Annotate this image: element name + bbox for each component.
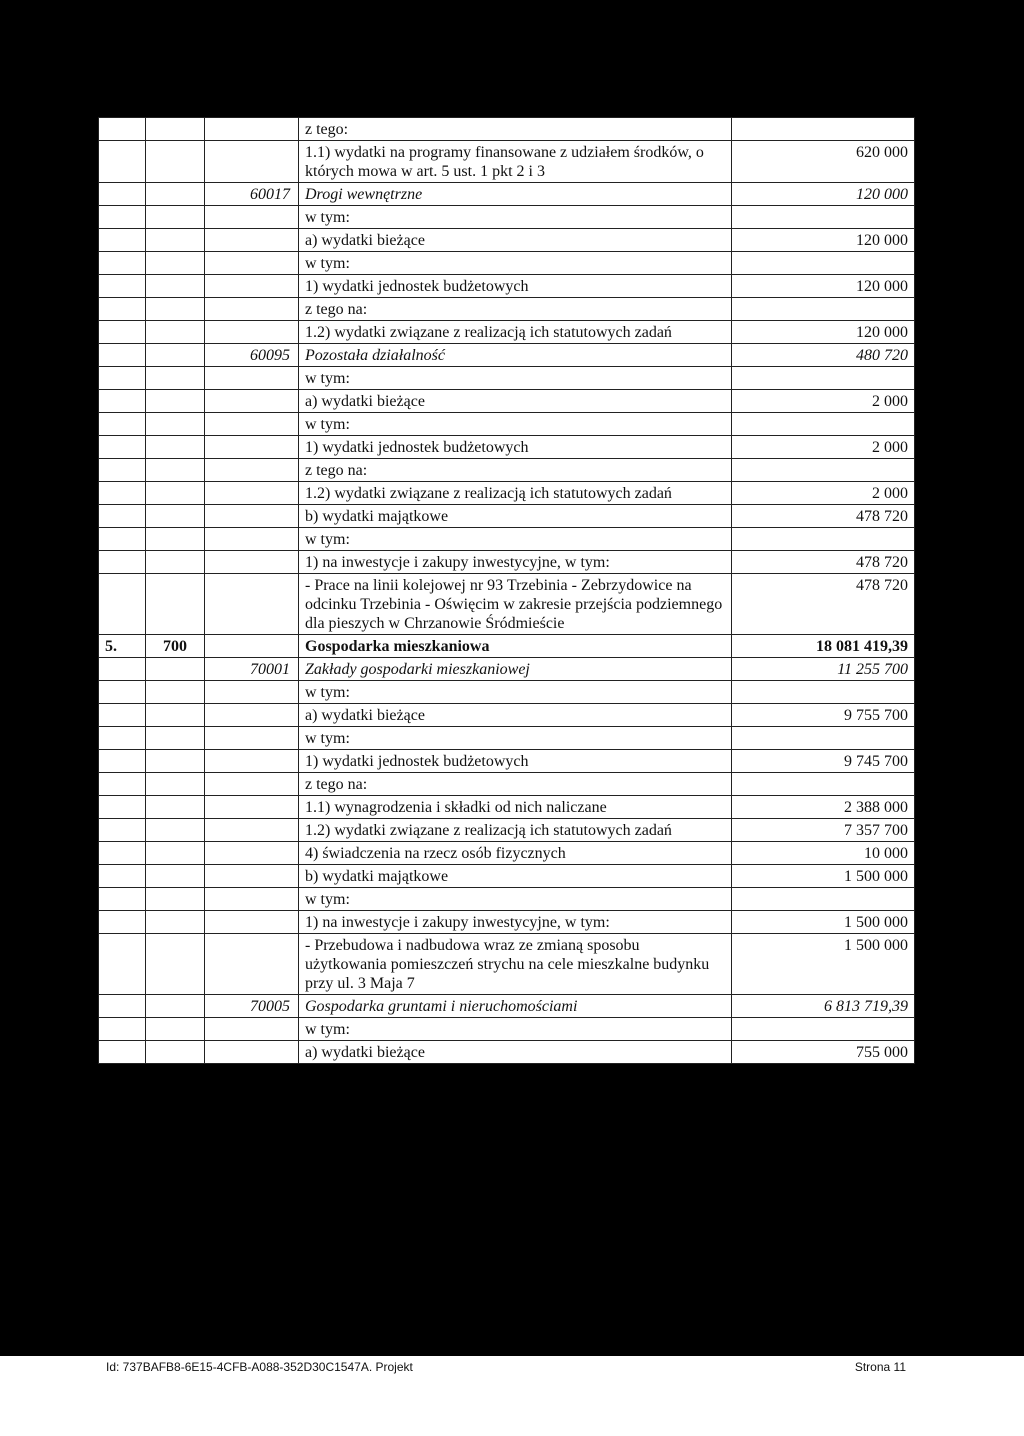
rozdzial-code: 60095	[205, 344, 299, 367]
row-amount	[732, 413, 915, 436]
page-footer	[0, 1356, 1024, 1436]
row-number	[99, 344, 146, 367]
row-description: b) wydatki majątkowe	[299, 865, 732, 888]
row-description: 1) na inwestycje i zakupy inwestycyjne, w tym:	[299, 551, 732, 574]
rozdzial-code	[205, 413, 299, 436]
rozdzial-code	[205, 252, 299, 275]
row-number	[99, 934, 146, 995]
row-number: 5.	[99, 635, 146, 658]
row-amount: 120 000	[732, 229, 915, 252]
rozdzial-code	[205, 141, 299, 183]
row-amount: 2 388 000	[732, 796, 915, 819]
dzial-code	[146, 865, 205, 888]
table-row	[99, 229, 915, 252]
dzial-code	[146, 995, 205, 1018]
dzial-code	[146, 658, 205, 681]
row-amount: 11 255 700	[732, 658, 915, 681]
dzial-code	[146, 436, 205, 459]
dzial-code	[146, 1018, 205, 1041]
table-row	[99, 275, 915, 298]
dzial-code	[146, 252, 205, 275]
rozdzial-code	[205, 750, 299, 773]
row-amount: 2 000	[732, 390, 915, 413]
rozdzial-code	[205, 229, 299, 252]
row-number	[99, 1041, 146, 1064]
row-description: 1.2) wydatki związane z realizacją ich statutowych zadań	[299, 482, 732, 505]
table-row	[99, 796, 915, 819]
row-number	[99, 796, 146, 819]
rozdzial-code: 70005	[205, 995, 299, 1018]
rozdzial-code	[205, 773, 299, 796]
dzial-code	[146, 796, 205, 819]
row-description: Gospodarka mieszkaniowa	[299, 635, 732, 658]
dzial-code	[146, 390, 205, 413]
dzial-code	[146, 298, 205, 321]
rozdzial-code	[205, 796, 299, 819]
table-row	[99, 865, 915, 888]
row-description: w tym:	[299, 367, 732, 390]
row-number	[99, 911, 146, 934]
rozdzial-code	[205, 1018, 299, 1041]
rozdzial-code	[205, 206, 299, 229]
row-amount	[732, 888, 915, 911]
rozdzial-code	[205, 574, 299, 635]
row-amount: 478 720	[732, 505, 915, 528]
row-amount: 10 000	[732, 842, 915, 865]
rozdzial-code	[205, 275, 299, 298]
row-description: a) wydatki bieżące	[299, 1041, 732, 1064]
dzial-code	[146, 704, 205, 727]
row-description: b) wydatki majątkowe	[299, 505, 732, 528]
row-description: z tego:	[299, 118, 732, 141]
row-description: 1) wydatki jednostek budżetowych	[299, 275, 732, 298]
row-description: w tym:	[299, 1018, 732, 1041]
table-row	[99, 681, 915, 704]
row-number	[99, 842, 146, 865]
row-description: 1.2) wydatki związane z realizacją ich statutowych zadań	[299, 819, 732, 842]
row-number	[99, 888, 146, 911]
table-row	[99, 298, 915, 321]
rozdzial-code	[205, 888, 299, 911]
row-number	[99, 528, 146, 551]
dzial-code	[146, 344, 205, 367]
dzial-code	[146, 206, 205, 229]
row-number	[99, 206, 146, 229]
table-row	[99, 635, 915, 658]
row-description: a) wydatki bieżące	[299, 704, 732, 727]
dzial-code: 700	[146, 635, 205, 658]
dzial-code	[146, 773, 205, 796]
rozdzial-code	[205, 551, 299, 574]
row-amount: 120 000	[732, 275, 915, 298]
table-row	[99, 842, 915, 865]
row-number	[99, 413, 146, 436]
rozdzial-code	[205, 390, 299, 413]
table-row	[99, 934, 915, 995]
row-amount: 1 500 000	[732, 934, 915, 995]
rozdzial-code	[205, 865, 299, 888]
rozdzial-code	[205, 459, 299, 482]
table-row	[99, 704, 915, 727]
page-number: Strona 11	[854, 1360, 906, 1374]
row-description: - Prace na linii kolejowej nr 93 Trzebinia - Zebrzydowice na odcinku Trzebinia - Oświęcim w zakresie przejścia podziemnego dla pieszych w Chrzanowie Śródmieście	[299, 574, 732, 635]
budget-table	[98, 117, 915, 1064]
row-amount: 478 720	[732, 551, 915, 574]
rozdzial-code	[205, 118, 299, 141]
row-amount	[732, 252, 915, 275]
row-amount	[732, 681, 915, 704]
rozdzial-code	[205, 727, 299, 750]
row-description: 1) wydatki jednostek budżetowych	[299, 750, 732, 773]
row-number	[99, 459, 146, 482]
row-number	[99, 658, 146, 681]
rozdzial-code: 60017	[205, 183, 299, 206]
document-id: Id: 737BAFB8-6E15-4CFB-A088-352D30C1547A. Projekt	[106, 1360, 413, 1374]
rozdzial-code	[205, 819, 299, 842]
row-description: w tym:	[299, 888, 732, 911]
row-number	[99, 367, 146, 390]
row-number	[99, 252, 146, 275]
dzial-code	[146, 750, 205, 773]
row-amount	[732, 528, 915, 551]
dzial-code	[146, 842, 205, 865]
row-description: w tym:	[299, 252, 732, 275]
row-number	[99, 681, 146, 704]
row-number	[99, 773, 146, 796]
row-description: 4) świadczenia na rzecz osób fizycznych	[299, 842, 732, 865]
dzial-code	[146, 229, 205, 252]
table-row	[99, 141, 915, 183]
row-description: a) wydatki bieżące	[299, 229, 732, 252]
table-row	[99, 367, 915, 390]
row-amount: 6 813 719,39	[732, 995, 915, 1018]
row-amount: 9 745 700	[732, 750, 915, 773]
row-number	[99, 750, 146, 773]
row-description: w tym:	[299, 528, 732, 551]
table-row	[99, 482, 915, 505]
dzial-code	[146, 367, 205, 390]
dzial-code	[146, 183, 205, 206]
rozdzial-code	[205, 911, 299, 934]
row-description: Gospodarka gruntami i nieruchomościami	[299, 995, 732, 1018]
row-amount: 7 357 700	[732, 819, 915, 842]
row-number	[99, 183, 146, 206]
row-number	[99, 551, 146, 574]
rozdzial-code	[205, 321, 299, 344]
row-number	[99, 727, 146, 750]
rozdzial-code	[205, 842, 299, 865]
table-row	[99, 252, 915, 275]
table-row	[99, 183, 915, 206]
row-amount: 2 000	[732, 482, 915, 505]
dzial-code	[146, 528, 205, 551]
row-number	[99, 321, 146, 344]
dzial-code	[146, 505, 205, 528]
rozdzial-code	[205, 298, 299, 321]
rozdzial-code	[205, 704, 299, 727]
rozdzial-code	[205, 367, 299, 390]
table-row	[99, 773, 915, 796]
table-row	[99, 390, 915, 413]
row-number	[99, 482, 146, 505]
dzial-code	[146, 275, 205, 298]
rozdzial-code	[205, 528, 299, 551]
row-description: - Przebudowa i nadbudowa wraz ze zmianą sposobu użytkowania pomieszczeń strychu na cele mieszkalne budynku przy ul. 3 Maja 7	[299, 934, 732, 995]
row-description: z tego na:	[299, 298, 732, 321]
row-amount: 120 000	[732, 183, 915, 206]
row-amount	[732, 206, 915, 229]
dzial-code	[146, 413, 205, 436]
row-amount: 9 755 700	[732, 704, 915, 727]
table-row	[99, 1018, 915, 1041]
rozdzial-code	[205, 934, 299, 995]
row-amount	[732, 727, 915, 750]
row-number	[99, 819, 146, 842]
row-number	[99, 505, 146, 528]
table-row	[99, 888, 915, 911]
rozdzial-code	[205, 482, 299, 505]
dzial-code	[146, 574, 205, 635]
row-number	[99, 995, 146, 1018]
dzial-code	[146, 888, 205, 911]
row-number	[99, 574, 146, 635]
table-row	[99, 413, 915, 436]
table-row	[99, 436, 915, 459]
table-row	[99, 727, 915, 750]
row-description: w tym:	[299, 206, 732, 229]
table-row	[99, 750, 915, 773]
row-description: 1.1) wynagrodzenia i składki od nich naliczane	[299, 796, 732, 819]
rozdzial-code	[205, 681, 299, 704]
row-description: a) wydatki bieżące	[299, 390, 732, 413]
dzial-code	[146, 934, 205, 995]
row-amount: 620 000	[732, 141, 915, 183]
row-number	[99, 275, 146, 298]
dzial-code	[146, 551, 205, 574]
table-row	[99, 528, 915, 551]
row-amount	[732, 367, 915, 390]
row-amount: 755 000	[732, 1041, 915, 1064]
row-description: 1.2) wydatki związane z realizacją ich statutowych zadań	[299, 321, 732, 344]
row-description: 1) wydatki jednostek budżetowych	[299, 436, 732, 459]
row-amount	[732, 118, 915, 141]
row-amount: 120 000	[732, 321, 915, 344]
row-number	[99, 390, 146, 413]
dzial-code	[146, 482, 205, 505]
row-description: 1) na inwestycje i zakupy inwestycyjne, w tym:	[299, 911, 732, 934]
row-amount: 2 000	[732, 436, 915, 459]
budget-table-body	[99, 118, 915, 1064]
row-amount: 1 500 000	[732, 911, 915, 934]
row-number	[99, 1018, 146, 1041]
dzial-code	[146, 681, 205, 704]
row-description: w tym:	[299, 413, 732, 436]
table-row	[99, 1041, 915, 1064]
rozdzial-code: 70001	[205, 658, 299, 681]
row-description: 1.1) wydatki na programy finansowane z udziałem środków, o których mowa w art. 5 ust. 1 pkt 2 i 3	[299, 141, 732, 183]
table-row	[99, 658, 915, 681]
row-description: w tym:	[299, 727, 732, 750]
dzial-code	[146, 727, 205, 750]
table-row	[99, 118, 915, 141]
row-number	[99, 141, 146, 183]
row-description: z tego na:	[299, 459, 732, 482]
dzial-code	[146, 141, 205, 183]
table-row	[99, 344, 915, 367]
row-description: Pozostała działalność	[299, 344, 732, 367]
rozdzial-code	[205, 1041, 299, 1064]
row-amount	[732, 773, 915, 796]
row-amount	[732, 298, 915, 321]
table-row	[99, 505, 915, 528]
row-number	[99, 436, 146, 459]
row-amount	[732, 459, 915, 482]
row-description: w tym:	[299, 681, 732, 704]
table-row	[99, 206, 915, 229]
rozdzial-code	[205, 505, 299, 528]
table-row	[99, 551, 915, 574]
row-number	[99, 118, 146, 141]
dzial-code	[146, 459, 205, 482]
table-row	[99, 819, 915, 842]
row-description: Drogi wewnętrzne	[299, 183, 732, 206]
table-row	[99, 911, 915, 934]
rozdzial-code	[205, 635, 299, 658]
dzial-code	[146, 321, 205, 344]
rozdzial-code	[205, 436, 299, 459]
table-row	[99, 995, 915, 1018]
row-description: Zakłady gospodarki mieszkaniowej	[299, 658, 732, 681]
dzial-code	[146, 1041, 205, 1064]
row-number	[99, 298, 146, 321]
row-number	[99, 704, 146, 727]
row-amount: 18 081 419,39	[732, 635, 915, 658]
table-row	[99, 321, 915, 344]
table-row	[99, 574, 915, 635]
dzial-code	[146, 819, 205, 842]
row-amount: 480 720	[732, 344, 915, 367]
row-description: z tego na:	[299, 773, 732, 796]
row-number	[99, 229, 146, 252]
table-row	[99, 459, 915, 482]
row-amount: 1 500 000	[732, 865, 915, 888]
row-amount: 478 720	[732, 574, 915, 635]
dzial-code	[146, 911, 205, 934]
row-number	[99, 865, 146, 888]
dzial-code	[146, 118, 205, 141]
row-amount	[732, 1018, 915, 1041]
